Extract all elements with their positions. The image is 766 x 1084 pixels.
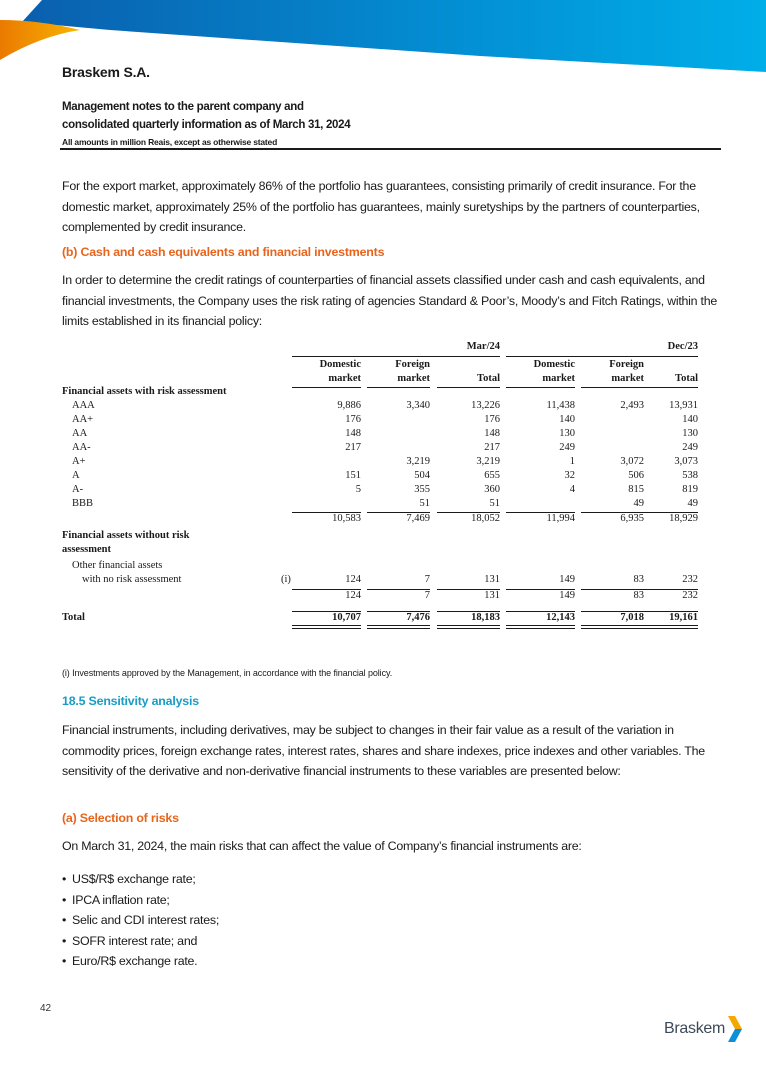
table-row xyxy=(62,498,702,512)
section-a-heading: (a) Selection of risks xyxy=(62,811,179,825)
rating-label: AAA xyxy=(72,400,95,411)
table-cell: 148 xyxy=(484,428,500,439)
table-cell: 151 xyxy=(345,470,361,481)
period-header-dec23: Dec/23 xyxy=(667,341,698,352)
table-row xyxy=(62,470,702,484)
company-name: Braskem S.A. xyxy=(62,64,150,80)
table-cell: 3,340 xyxy=(406,400,430,411)
table-cell xyxy=(367,428,430,439)
table-cell: 140 xyxy=(559,414,575,425)
intro-paragraph: For the export market, approximately 86% of the portfolio has guarantees, consisting primarily of credit insurance. For the domestic market, approximately 25% of the portfolio has guarantees, mainly suretyships by the partners of counterparties, complemented by credit insurance. xyxy=(62,179,700,234)
rating-label: BBB xyxy=(72,498,94,509)
list-item: • US$/R$ exchange rate; xyxy=(62,869,219,890)
section1-label: Financial assets with risk assessment xyxy=(62,386,227,397)
rating-label: A xyxy=(72,470,80,481)
column-header: Foreign market xyxy=(395,359,430,384)
total-label: Total xyxy=(62,612,85,623)
period-header-mar24: Mar/24 xyxy=(466,341,500,352)
page-number: 42 xyxy=(40,1003,52,1014)
table-cell: 13,226 xyxy=(471,400,500,411)
table-cell: 11,438 xyxy=(546,400,575,411)
table-cell xyxy=(367,414,430,425)
report-subtitle-line1: Management notes to the parent company and xyxy=(62,101,304,113)
list-item: • Selic and CDI interest rates; xyxy=(62,910,219,931)
table-cell: 13,931 xyxy=(669,400,698,411)
banner-blue-band xyxy=(22,0,766,72)
table-cell: 217 xyxy=(484,442,500,453)
period-underline xyxy=(292,356,500,357)
table-row xyxy=(62,414,702,428)
braskem-chevron-icon xyxy=(728,1016,742,1042)
table-cell: 32 xyxy=(564,470,575,481)
table-cell: 3,219 xyxy=(476,456,500,467)
table-cell xyxy=(581,442,644,453)
report-subtitle-line2: consolidated quarterly information as of March 31, 2024 xyxy=(62,119,351,131)
table-cell: 130 xyxy=(682,428,698,439)
table-cell: 815 xyxy=(628,484,644,495)
table-cell xyxy=(367,442,430,453)
subtotal-row: 10,583 7,469 18,052 11,994 6,935 18,929 xyxy=(332,513,698,524)
table-cell: 140 xyxy=(682,414,698,425)
table-cell xyxy=(506,498,575,509)
table-footnote: (i) Investments approved by the Management, in accordance with the financial policy. xyxy=(62,668,393,678)
table-cell: 49 xyxy=(687,498,698,509)
table-cell xyxy=(292,498,361,509)
table-cell: 3,072 xyxy=(620,456,644,467)
section-a-paragraph: On March 31, 2024, the main risks that can affect the value of Company’s financial instruments are: xyxy=(62,839,582,853)
section-b-heading: (b) Cash and cash equivalents and financial investments xyxy=(62,245,385,259)
table-cell: 819 xyxy=(682,484,698,495)
rating-label: AA- xyxy=(72,442,91,453)
section-18-5-heading: 18.5 Sensitivity analysis xyxy=(62,694,199,708)
header-divider xyxy=(60,148,721,150)
subtotal-row: 124 7 131 149 83 232 xyxy=(345,590,698,601)
section-label-row: assessment xyxy=(62,544,111,555)
list-item: • SOFR interest rate; and xyxy=(62,931,219,952)
table-cell: 51 xyxy=(419,498,430,509)
amounts-note: All amounts in million Reais, except as otherwise stated xyxy=(62,137,278,147)
table-cell: 4 xyxy=(569,484,575,495)
section-label-row: Financial assets without risk xyxy=(62,530,190,541)
rating-label: AA+ xyxy=(72,414,94,425)
braskem-logo xyxy=(664,1016,742,1042)
column-header: Total xyxy=(675,373,698,384)
table-cell xyxy=(581,428,644,439)
table-cell: 9,886 xyxy=(337,400,361,411)
table-cell: 49 xyxy=(633,498,644,509)
period-underline xyxy=(506,356,698,357)
column-header: Foreign market xyxy=(609,359,644,384)
table-cell: 1 xyxy=(569,456,575,467)
section-18-5-paragraph: Financial instruments, including derivatives, may be subject to changes in their fair value as a result of the variation in commodity prices, foreign exchange rates, interest rates, shares and share indexes, price indexes and other variables. The sensitivity of the derivative and non-derivative financial instruments to these variables are presented below: xyxy=(62,723,705,778)
table-row xyxy=(62,428,702,442)
table-cell: 3,073 xyxy=(674,456,698,467)
table-cell xyxy=(581,414,644,425)
table-cell: 360 xyxy=(484,484,500,495)
other-assets-row: with no risk assessment (i) 124 7 131 149 83 232 xyxy=(82,574,698,585)
rating-label: A+ xyxy=(72,456,86,467)
section-label-row xyxy=(62,386,702,400)
table-cell: 355 xyxy=(414,484,430,495)
table-cell: 5 xyxy=(355,484,361,495)
table-cell: 249 xyxy=(682,442,698,453)
table-cell: 538 xyxy=(682,470,698,481)
table-cell: 51 xyxy=(489,498,500,509)
table-cell: 655 xyxy=(484,470,500,481)
risk-list xyxy=(62,869,219,972)
table-cell: 148 xyxy=(345,428,361,439)
total-row: Total 10,707 7,476 18,183 12,143 7,018 19,161 xyxy=(62,612,698,623)
table-cell: 3,219 xyxy=(406,456,430,467)
table-cell xyxy=(292,456,361,467)
table-cell: 130 xyxy=(559,428,575,439)
rating-label: A- xyxy=(72,484,84,495)
list-item: • IPCA inflation rate; xyxy=(62,890,219,911)
column-header: Domestic market xyxy=(533,359,575,384)
footnote-ref: (i) xyxy=(281,574,291,585)
list-item: • Euro/R$ exchange rate. xyxy=(62,951,219,972)
column-header: Total xyxy=(477,373,500,384)
table-cell: 504 xyxy=(414,470,430,481)
table-row xyxy=(62,442,702,456)
section-b-paragraph: In order to determine the credit ratings of counterparties of financial assets classified under cash and cash equivalents, and financial investments, the Company uses the risk rating of agencies Standard & Poor’s, Moody’s and Fitch Ratings, within the limits established in its financial policy: xyxy=(62,273,717,328)
rating-label: AA xyxy=(72,428,88,439)
table-cell: 217 xyxy=(345,442,361,453)
logo-text: Braskem xyxy=(664,1020,726,1037)
table-cell: 506 xyxy=(628,470,644,481)
column-header: Domestic market xyxy=(319,359,361,384)
table-row xyxy=(62,400,702,414)
other-assets-label-row: Other financial assets xyxy=(72,560,163,571)
table-cell: 176 xyxy=(345,414,361,425)
table-cell: 249 xyxy=(559,442,575,453)
table-row xyxy=(62,484,702,498)
table-cell: 176 xyxy=(484,414,500,425)
table-cell: 2,493 xyxy=(620,400,644,411)
table-row xyxy=(62,456,702,470)
